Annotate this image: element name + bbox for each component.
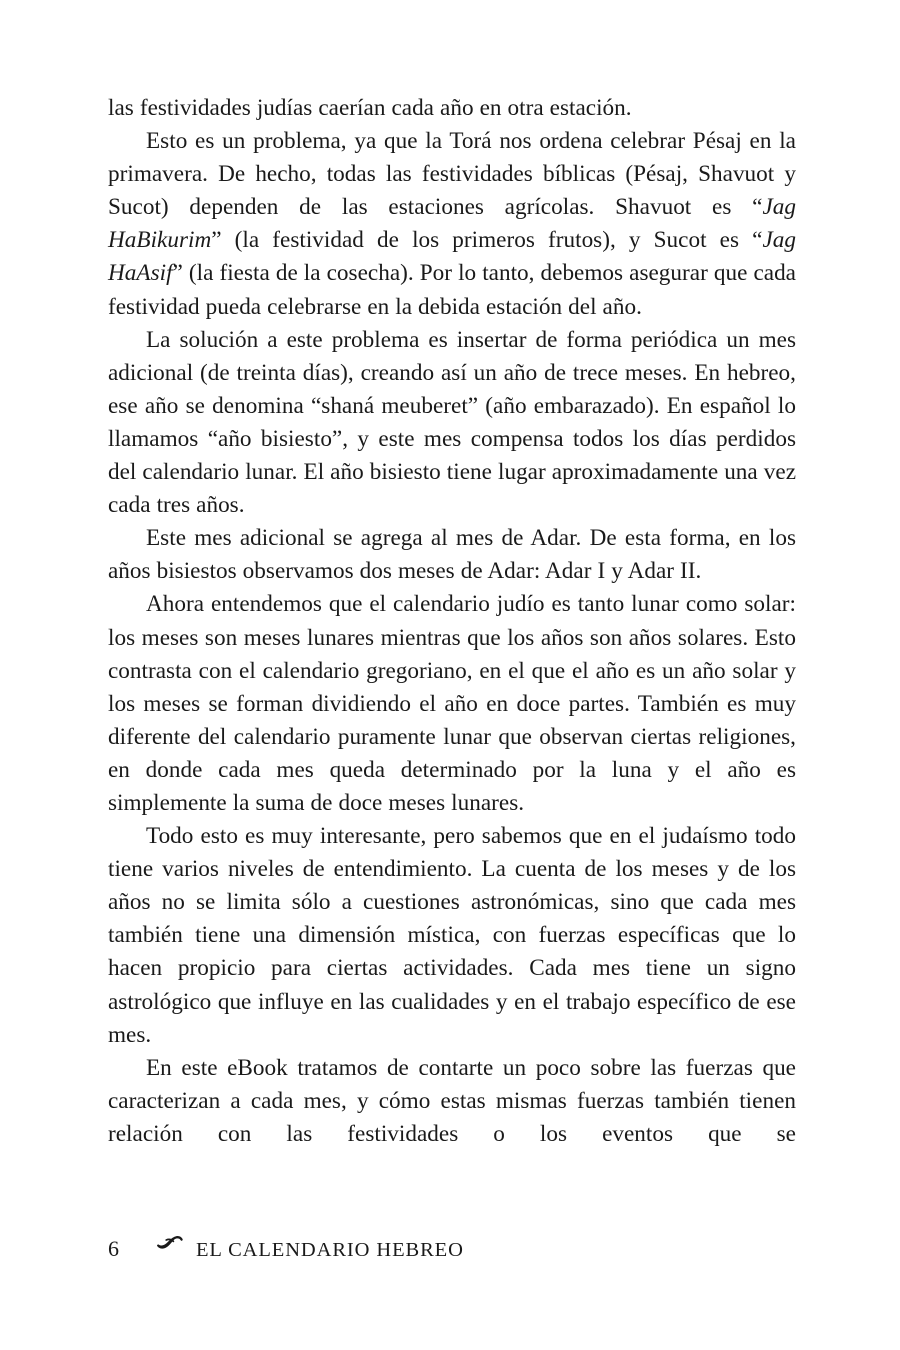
paragraph-6: Todo esto es muy interesante, pero sabemos que en el judaísmo todo tiene varios niveles de entendimiento. La cuenta de los meses y de los años no se limita sólo a cuestiones astronómicas, sino que cada mes también tiene una dimensión mística, con fuerzas específicas que lo hacen propicio para ciertas actividades. Cada mes tiene un signo astrológico que influye en las cualidades y en el trabajo específico de ese mes. [108, 823, 796, 1048]
swash-flourish-ornament [155, 1232, 196, 1252]
page-footer [108, 1234, 796, 1268]
paragraph-5: Ahora entendemos que el calendario judío es tanto lunar como solar: los meses son meses lunares mientras que los años son años solares. Esto contrasta con el calendario gregoriano, en el que el año es un año solar y los meses se forman dividiendo el año en doce partes. También es muy diferente del calendario puramente lunar que observan ciertas religiones, en donde cada mes queda determinado por la luna y el año es simplemente la suma de doce meses lunares. [108, 591, 796, 816]
paragraph-3: La solución a este problema es insertar de forma periódica un mes adicional (de treinta días), creando así un año de trece meses. En hebreo, ese año se denomina “shaná meuberet” (año embarazado). En español lo llamamos “año bisiesto”, y este mes compensa todos los días perdidos del calendario lunar. El año bisiesto tiene lugar aproximadamente una vez cada tres años. [108, 326, 796, 519]
paragraph-7: En este eBook tratamos de contarte un poco sobre las fuerzas que caracterizan a cada mes, y cómo estas mismas fuerzas también tienen relación con las festividades o los eventos que se [108, 1054, 796, 1147]
italic-term-jag-haasif: Jag HaAsif [108, 227, 796, 287]
paragraph-2 [108, 125, 796, 324]
body-text-column [108, 92, 796, 1184]
paragraph-2-run-3: ” (la fiesta de la cosecha). Por lo tanto, debemos asegurar que cada festividad pueda celebrarse en la debida estación del año. [108, 260, 796, 320]
italic-term-jag-habikurim: Jag HaBikurim [108, 194, 796, 254]
paragraph-4: Este mes adicional se agrega al mes de Adar. De esta forma, en los años bisiestos observamos dos meses de Adar: Adar I y Adar II. [108, 525, 796, 585]
paragraph-1: las festividades judías caerían cada año en otra estación. [108, 95, 632, 121]
paragraph-2-run-2: ” (la festividad de los primeros frutos), y Sucot es “ [211, 227, 763, 254]
page-number: 6 [108, 1236, 119, 1261]
paragraph-2-run-1: Esto es un problema, ya que la Torá nos ordena celebrar Pésaj en la primavera. De hecho, todas las festividades bíblicas (Pésaj, Shavuot y Sucot) dependen de las estaciones agrícolas. Shavuot es “ [108, 128, 796, 221]
running-head-title: EL CALENDARIO HEBREO [196, 1239, 464, 1261]
